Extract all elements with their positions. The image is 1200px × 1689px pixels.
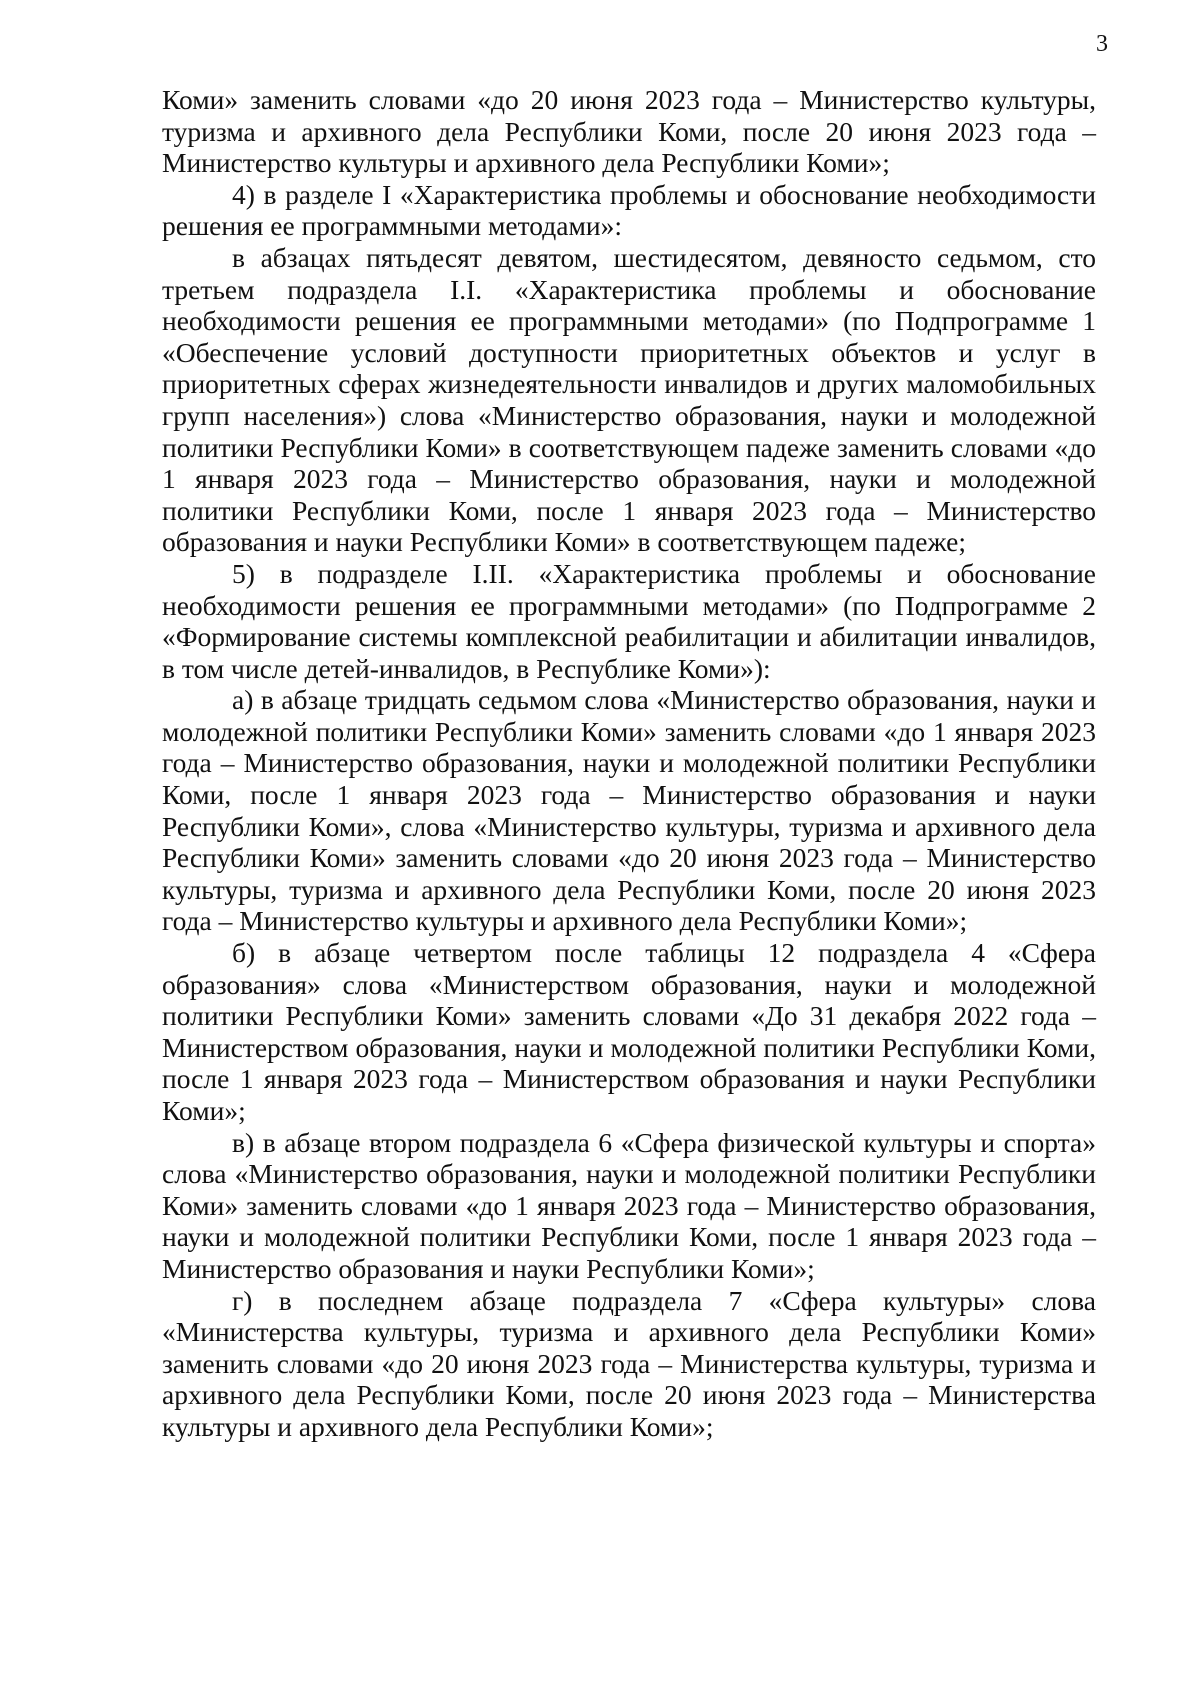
paragraph-continuation: Коми» заменить словами «до 20 июня 2023 года – Министерство культуры, туризма и архивного дела Республики Коми, после 20 июня 2023 года – Министерство культуры и архивного дела Республики Коми»;	[162, 84, 1096, 179]
paragraph-item-4: 4) в разделе I «Характеристика проблемы и обоснование необходимости решения ее программными методами»:	[162, 178, 1096, 242]
paragraph-subitem-g: г) в последнем абзаце подраздела 7 «Сфера культуры» слова «Министерства культуры, туризма и архивного дела Республики Коми» заменить словами «до 20 июня 2023 года – Министерства культуры, туризма и архивного дела Республики Коми, после 20 июня 2023 года – Министерства культуры и архивного дела Республики Коми»;	[162, 1284, 1096, 1442]
paragraph-item-5: 5) в подразделе I.II. «Характеристика проблемы и обоснование необходимости решения ее программными методами» (по Подпрограмме 2 «Формирование системы комплексной реабилитации и абилитации инвалидов, в том числе детей-инвалидов, в Республике Коми»):	[162, 557, 1096, 684]
document-body	[162, 84, 1096, 1443]
paragraph-subitem-b: б) в абзаце четвертом после таблицы 12 подраздела 4 «Сфера образования» слова «Министерством образования, науки и молодежной политики Республики Коми» заменить словами «До 31 декабря 2022 года – Министерством образования, науки и молодежной политики Республики Коми, после 1 января 2023 года – Министерством образования и науки Республики Коми»;	[162, 937, 1096, 1126]
page-number: 3	[1096, 31, 1108, 57]
paragraph-subitem-a: а) в абзаце тридцать седьмом слова «Министерство образования, науки и молодежной политики Республики Коми» заменить словами «до 1 января 2023 года – Министерство образования, науки и молодежной политики Республики Коми, после 1 января 2023 года – Министерство образования и науки Республики Коми», слова «Министерство культуры, туризма и архивного дела Республики Коми» заменить словами «до 20 июня 2023 года – Министерство культуры, туризма и архивного дела Республики Коми, после 20 июня 2023 года – Министерство культуры и архивного дела Республики Коми»;	[162, 684, 1096, 937]
paragraph-item-4-text: в абзацах пятьдесят девятом, шестидесятом, девяносто седьмом, сто третьем подраздела I.I. «Характеристика проблемы и обоснование необходимости решения ее программными методами» (по Подпрограмме 1 «Обеспечение условий доступности приоритетных объектов и услуг в приоритетных сферах жизнедеятельности инвалидов и других маломобильных групп населения») слова «Министерство образования, науки и молодежной политики Республики Коми» в соответствующем падеже заменить словами «до 1 января 2023 года – Министерство образования, науки и молодежной политики Республики Коми, после 1 января 2023 года – Министерство образования и науки Республики Коми» в соответствующем падеже;	[162, 241, 1096, 558]
paragraph-subitem-v: в) в абзаце втором подраздела 6 «Сфера физической культуры и спорта» слова «Министерство образования, науки и молодежной политики Республики Коми» заменить словами «до 1 января 2023 года – Министерство образования, науки и молодежной политики Республики Коми, после 1 января 2023 года – Министерство образования и науки Республики Коми»;	[162, 1126, 1096, 1284]
